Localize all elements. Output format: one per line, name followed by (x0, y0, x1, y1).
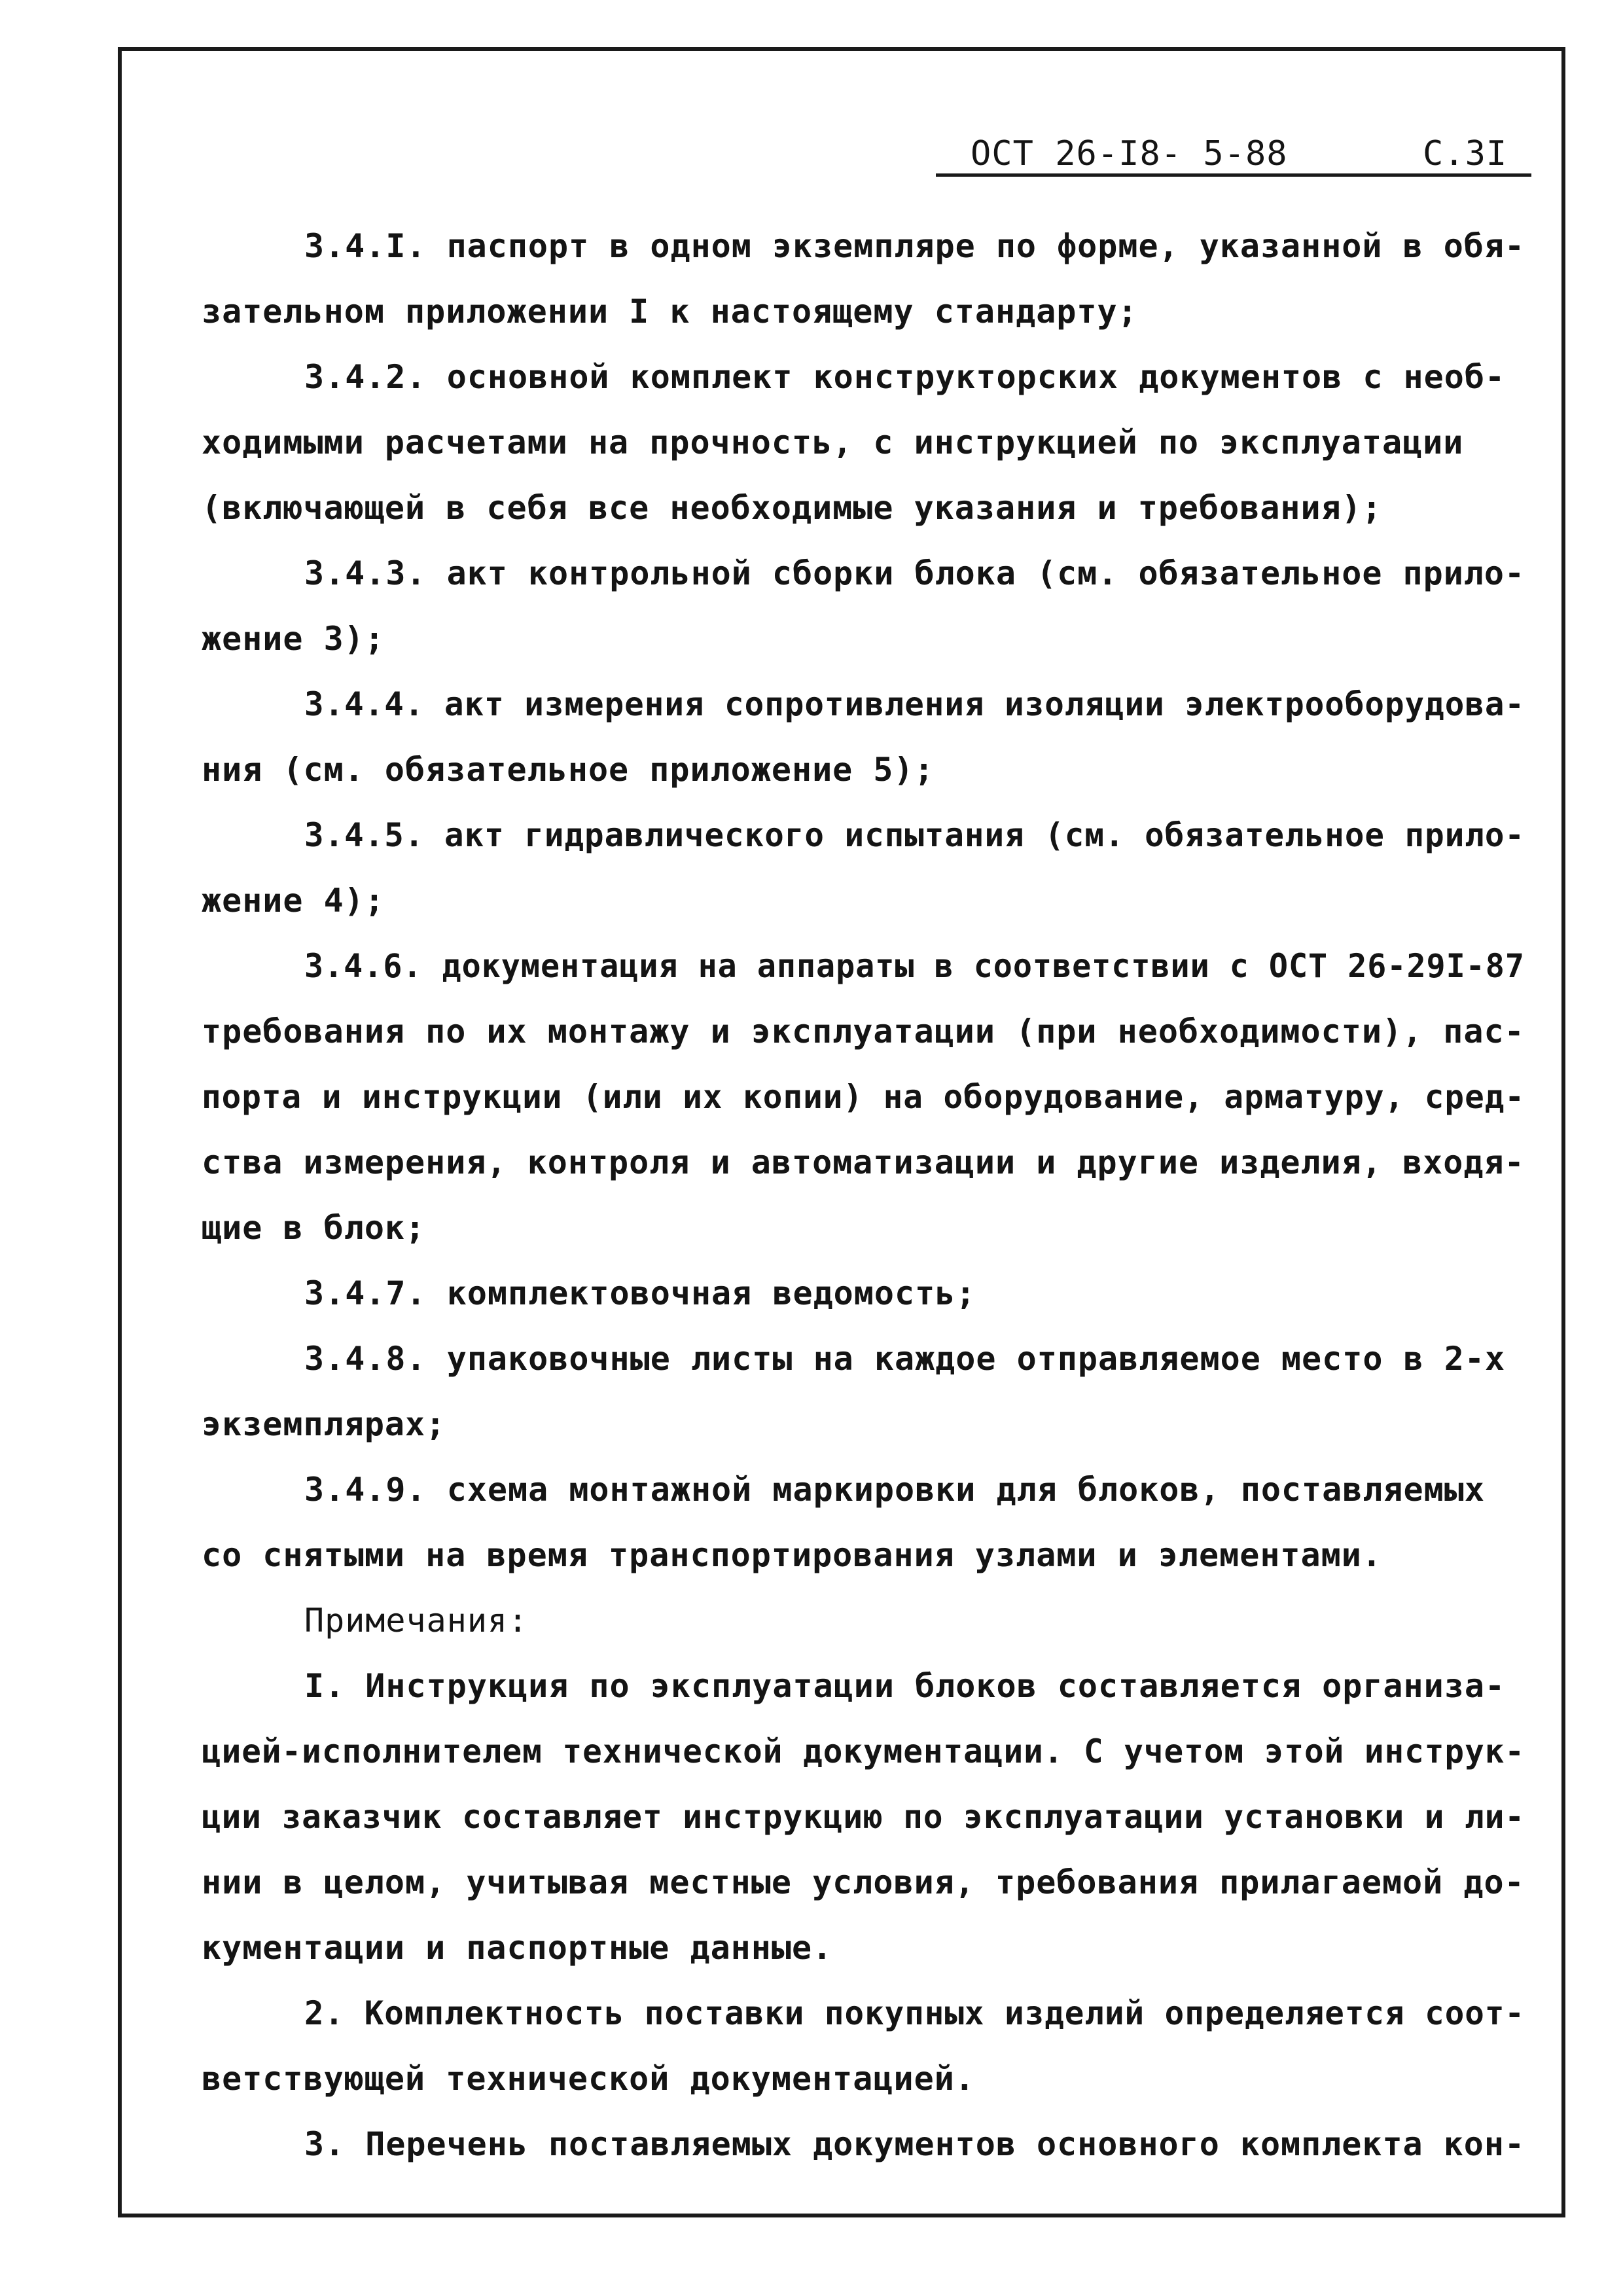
text-line: экземплярах; (202, 1405, 446, 1443)
text-line: ства измерения, контроля и автоматизации и другие изделия, входя- (202, 1143, 1525, 1181)
text-line: 3.4.7. комплектовочная ведомость; (304, 1274, 976, 1312)
text-line: 3.4.3. акт контрольной сборки блока (см. обязательное прило- (304, 554, 1525, 592)
text-line: 2. Комплектность поставки покупных изделий определяется соот- (304, 1994, 1525, 2032)
page-number: С.3I (1423, 134, 1508, 173)
text-line: ветствующей технической документацией. (202, 2060, 975, 2098)
text-line: зательном приложении I к настоящему стандарту; (202, 293, 1138, 331)
text-line: ходимыми расчетами на прочность, с инструкцией по эксплуатации (202, 423, 1464, 461)
notes-heading: Примечания: (304, 1602, 529, 1640)
text-line: цией-исполнителем технической документации. С учетом этой инструк- (202, 1732, 1525, 1770)
text-line: порта и инструкции (или их копии) на оборудование, арматуру, сред- (202, 1078, 1525, 1116)
header-underline (936, 173, 1531, 177)
text-line: 3.4.I. паспорт в одном экземпляре по форме, указанной в обя- (304, 227, 1525, 265)
text-line: кументации и паспортные данные. (202, 1929, 833, 1967)
document-code: ОСТ 26-I8- 5-88 (971, 134, 1288, 173)
text-line: 3.4.8. упаковочные листы на каждое отправляемое место в 2-х (304, 1340, 1506, 1378)
text-line: требования по их монтажу и эксплуатации (при необходимости), пас- (202, 1013, 1525, 1050)
text-line: 3.4.6. документация на аппараты в соответствии с ОСТ 26-29I-87 (304, 947, 1525, 985)
text-line: жение 3); (202, 620, 385, 658)
text-line: (включающей в себя все необходимые указания и требования); (202, 489, 1382, 527)
text-line: нии в целом, учитывая местные условия, требования прилагаемой до- (202, 1863, 1525, 1901)
text-line: 3.4.9. схема монтажной маркировки для блоков, поставляемых (304, 1471, 1485, 1509)
text-line: 3.4.2. основной комплект конструкторских документов с необ- (304, 358, 1506, 396)
text-line: 3.4.4. акт измерения сопротивления изоляции электрооборудова- (304, 685, 1525, 723)
text-line: I. Инструкция по эксплуатации блоков составляется организа- (304, 1667, 1506, 1705)
text-line: ния (см. обязательное приложение 5); (202, 751, 935, 789)
text-line: со снятыми на время транспортирования узлами и элементами. (202, 1536, 1382, 1574)
text-line: ции заказчик составляет инструкцию по эксплуатации установки и ли- (202, 1798, 1525, 1836)
text-line: щие в блок; (202, 1209, 426, 1247)
text-line: жение 4); (202, 882, 385, 920)
text-line: 3.4.5. акт гидравлического испытания (см. обязательное прило- (304, 816, 1525, 854)
text-line: 3. Перечень поставляемых документов основного комплекта кон- (304, 2125, 1525, 2163)
